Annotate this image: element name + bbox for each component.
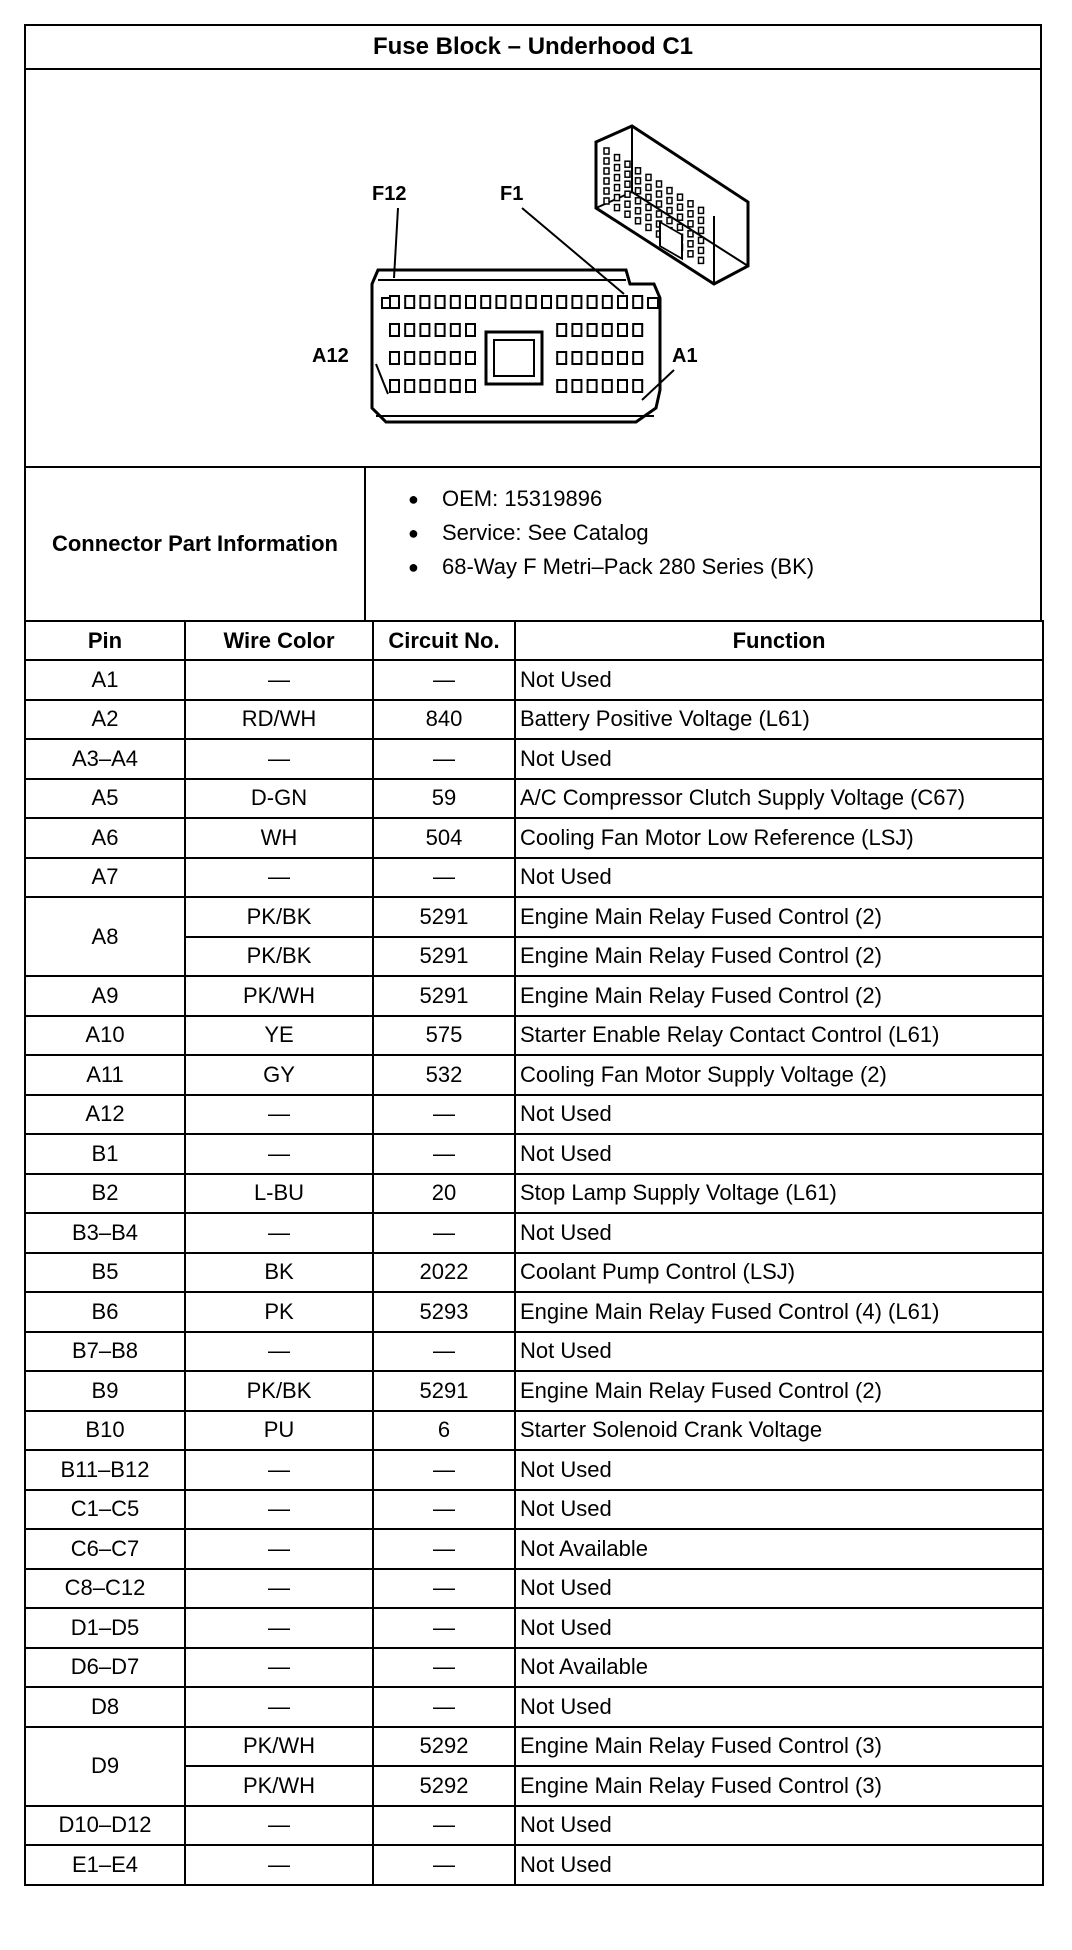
table-row <box>25 1490 1043 1530</box>
info-item <box>408 550 1040 584</box>
cell-wire-color: GY <box>185 1055 373 1095</box>
pin-cavity <box>466 380 475 392</box>
pin-cavity <box>572 296 581 308</box>
iso-pin-cavity <box>625 201 630 207</box>
iso-pin-cavity <box>699 247 704 253</box>
iso-pin-cavity <box>615 205 620 211</box>
cell-circuit-no: — <box>373 1529 515 1569</box>
cell-function: Cooling Fan Motor Supply Voltage (2) <box>515 1055 1043 1095</box>
iso-pin-cavity <box>699 237 704 243</box>
pin-cavity <box>436 296 445 308</box>
pin-cavity <box>588 296 597 308</box>
cell-wire-color: — <box>185 1095 373 1135</box>
pin-cavity <box>436 380 445 392</box>
cell-pin: B2 <box>25 1174 185 1214</box>
info-item <box>408 516 1040 550</box>
connector-diagram <box>24 68 1042 466</box>
cell-wire-color: PK/WH <box>185 1766 373 1806</box>
cell-function: Not Used <box>515 1450 1043 1490</box>
pin-cavity <box>557 296 566 308</box>
cell-function: Not Used <box>515 1134 1043 1174</box>
pin-cavity <box>542 296 551 308</box>
cell-circuit-no: 532 <box>373 1055 515 1095</box>
cell-circuit-no: — <box>373 1490 515 1530</box>
info-series: 68-Way F Metri–Pack 280 Series (BK) <box>442 554 815 579</box>
table-row <box>25 1055 1043 1095</box>
cell-function: Not Used <box>515 1490 1043 1530</box>
cell-function: Engine Main Relay Fused Control (2) <box>515 976 1043 1016</box>
pin-cavity <box>572 380 581 392</box>
connector-illustration <box>26 70 1040 466</box>
cell-pin: A1 <box>25 660 185 700</box>
cell-pin: A12 <box>25 1095 185 1135</box>
connector-info <box>24 466 1042 620</box>
label-a1: A1 <box>672 345 698 367</box>
cell-wire-color: PU <box>185 1411 373 1451</box>
cell-circuit-no: 59 <box>373 779 515 819</box>
cell-wire-color: — <box>185 660 373 700</box>
pin-cavity <box>572 352 581 364</box>
table-row <box>25 1016 1043 1056</box>
label-a12: A12 <box>312 345 349 367</box>
iso-pin-cavity <box>625 181 630 187</box>
iso-pin-cavity <box>625 191 630 197</box>
table-row <box>25 739 1043 779</box>
iso-pin-cavity <box>625 171 630 177</box>
cell-function: Stop Lamp Supply Voltage (L61) <box>515 1174 1043 1214</box>
iso-pin-cavity <box>688 251 693 257</box>
cell-wire-color: PK/WH <box>185 1727 373 1767</box>
iso-pin-cavity <box>615 175 620 181</box>
cell-function: Not Used <box>515 1213 1043 1253</box>
cell-function: Engine Main Relay Fused Control (2) <box>515 1371 1043 1411</box>
pin-cavity <box>405 296 414 308</box>
iso-pin-cavity <box>699 227 704 233</box>
iso-pin-cavity <box>604 158 609 164</box>
pin-cavity <box>451 324 460 336</box>
iso-pin-cavity <box>646 184 651 190</box>
iso-pin-cavity <box>646 214 651 220</box>
cell-circuit-no: 5291 <box>373 976 515 1016</box>
cell-wire-color: PK/BK <box>185 1371 373 1411</box>
header-pin: Pin <box>25 621 185 660</box>
cell-function: Not Used <box>515 1687 1043 1727</box>
iso-pin-cavity <box>625 211 630 217</box>
pin-cavity <box>496 296 505 308</box>
cell-function: Engine Main Relay Fused Control (2) <box>515 937 1043 977</box>
cell-circuit-no: 5291 <box>373 1371 515 1411</box>
cell-circuit-no: — <box>373 1648 515 1688</box>
pin-cavity <box>633 352 642 364</box>
pin-cavity <box>481 296 490 308</box>
pin-cavity <box>466 296 475 308</box>
cell-wire-color: — <box>185 1134 373 1174</box>
cell-circuit-no: — <box>373 1095 515 1135</box>
pin-cavity <box>557 380 566 392</box>
iso-pin-cavity <box>604 188 609 194</box>
cell-pin: B9 <box>25 1371 185 1411</box>
cell-pin: B3–B4 <box>25 1213 185 1253</box>
cell-function: Not Used <box>515 1608 1043 1648</box>
pin-cavity <box>527 296 536 308</box>
iso-pin-cavity <box>636 168 641 174</box>
cell-wire-color: — <box>185 858 373 898</box>
cell-pin: B11–B12 <box>25 1450 185 1490</box>
bullet-icon: ● <box>408 488 419 509</box>
cell-function: Engine Main Relay Fused Control (2) <box>515 897 1043 937</box>
iso-pin-cavity <box>615 155 620 161</box>
info-service: Service: See Catalog <box>442 520 649 545</box>
cell-pin: A7 <box>25 858 185 898</box>
pin-cavity <box>390 296 399 308</box>
cell-pin: C1–C5 <box>25 1490 185 1530</box>
cell-function: Not Available <box>515 1529 1043 1569</box>
table-row <box>25 1174 1043 1214</box>
iso-pin-cavity <box>636 188 641 194</box>
cell-function: Not Used <box>515 1095 1043 1135</box>
iso-pin-cavity <box>625 161 630 167</box>
cell-function: Battery Positive Voltage (L61) <box>515 700 1043 740</box>
cell-wire-color: L-BU <box>185 1174 373 1214</box>
connector-document <box>24 24 1042 1886</box>
cell-wire-color: — <box>185 1450 373 1490</box>
cell-wire-color: — <box>185 1648 373 1688</box>
cell-function: Not Used <box>515 739 1043 779</box>
pin-cavity <box>618 352 627 364</box>
cell-circuit-no: 20 <box>373 1174 515 1214</box>
table-row <box>25 779 1043 819</box>
pin-cavity <box>420 324 429 336</box>
iso-pin-cavity <box>604 198 609 204</box>
table-row <box>25 1253 1043 1293</box>
pin-cavity <box>618 324 627 336</box>
pin-cavity <box>466 324 475 336</box>
cell-wire-color: PK <box>185 1292 373 1332</box>
cell-wire-color: — <box>185 739 373 779</box>
cell-pin: D8 <box>25 1687 185 1727</box>
cell-pin: D9 <box>25 1727 185 1806</box>
table-row <box>25 1806 1043 1846</box>
connector-info-label: Connector Part Information <box>26 468 366 620</box>
iso-pin-cavity <box>615 195 620 201</box>
cell-wire-color: BK <box>185 1253 373 1293</box>
pin-cavity <box>390 352 399 364</box>
table-row <box>25 1687 1043 1727</box>
pin-cavity <box>405 324 414 336</box>
cell-function: Not Used <box>515 1332 1043 1372</box>
pin-cavity <box>603 380 612 392</box>
cell-wire-color: — <box>185 1608 373 1648</box>
pin-cavity <box>618 380 627 392</box>
pin-cavity <box>420 380 429 392</box>
cell-circuit-no: — <box>373 858 515 898</box>
pin-cavity <box>451 296 460 308</box>
cell-function: Engine Main Relay Fused Control (3) <box>515 1766 1043 1806</box>
pin-cavity <box>420 352 429 364</box>
table-row <box>25 1450 1043 1490</box>
cell-function: Not Used <box>515 660 1043 700</box>
cell-circuit-no: — <box>373 660 515 700</box>
cell-pin: D10–D12 <box>25 1806 185 1846</box>
iso-pin-cavity <box>678 224 683 230</box>
cell-function: Engine Main Relay Fused Control (3) <box>515 1727 1043 1767</box>
cell-circuit-no: 5291 <box>373 937 515 977</box>
cell-function: Not Used <box>515 1845 1043 1885</box>
pin-cavity <box>618 296 627 308</box>
iso-pin-cavity <box>646 204 651 210</box>
table-row <box>25 1411 1043 1451</box>
pin-cavity <box>603 324 612 336</box>
header-circuit-no: Circuit No. <box>373 621 515 660</box>
pin-cavity <box>405 380 414 392</box>
cell-circuit-no: 6 <box>373 1411 515 1451</box>
connector-3d-view <box>596 126 748 284</box>
cell-function: Cooling Fan Motor Low Reference (LSJ) <box>515 818 1043 858</box>
iso-pin-cavity <box>688 201 693 207</box>
iso-pin-cavity <box>667 188 672 194</box>
cell-circuit-no: — <box>373 739 515 779</box>
pin-cavity <box>588 380 597 392</box>
table-row <box>25 1569 1043 1609</box>
cell-pin: B5 <box>25 1253 185 1293</box>
cell-wire-color: — <box>185 1332 373 1372</box>
cell-wire-color: PK/BK <box>185 897 373 937</box>
pin-cavity <box>588 352 597 364</box>
label-f12: F12 <box>372 183 407 205</box>
bullet-icon: ● <box>408 522 419 543</box>
pin-cavity <box>390 324 399 336</box>
iso-pin-cavity <box>636 218 641 224</box>
cell-function: Not Used <box>515 1806 1043 1846</box>
pin-cavity <box>451 380 460 392</box>
cell-circuit-no: 5292 <box>373 1727 515 1767</box>
iso-pin-cavity <box>636 208 641 214</box>
cell-function: Starter Enable Relay Contact Control (L61) <box>515 1016 1043 1056</box>
iso-pin-cavity <box>657 191 662 197</box>
cell-circuit-no: 840 <box>373 700 515 740</box>
iso-pin-cavity <box>688 211 693 217</box>
cell-circuit-no: — <box>373 1806 515 1846</box>
pin-cavity <box>572 324 581 336</box>
cell-circuit-no: — <box>373 1213 515 1253</box>
cell-pin: C6–C7 <box>25 1529 185 1569</box>
cell-function: Not Available <box>515 1648 1043 1688</box>
header-function: Function <box>515 621 1043 660</box>
iso-pin-cavity <box>699 217 704 223</box>
document-title: Fuse Block – Underhood C1 <box>24 24 1042 68</box>
iso-pin-cavity <box>678 204 683 210</box>
iso-pin-cavity <box>615 165 620 171</box>
cell-circuit-no: 504 <box>373 818 515 858</box>
header-wire-color: Wire Color <box>185 621 373 660</box>
iso-pin-cavity <box>699 257 704 263</box>
table-row <box>25 1608 1043 1648</box>
table-header-row <box>25 621 1043 660</box>
iso-pin-cavity <box>667 198 672 204</box>
cell-wire-color: RD/WH <box>185 700 373 740</box>
cell-circuit-no: — <box>373 1569 515 1609</box>
pin-cavity <box>557 324 566 336</box>
iso-pin-cavity <box>688 241 693 247</box>
leader-line-f12 <box>394 208 398 278</box>
pin-cavity <box>451 352 460 364</box>
pin-cavity <box>436 324 445 336</box>
cell-pin: A10 <box>25 1016 185 1056</box>
cell-function: Starter Solenoid Crank Voltage <box>515 1411 1043 1451</box>
cell-wire-color: — <box>185 1490 373 1530</box>
cell-pin: B6 <box>25 1292 185 1332</box>
cell-wire-color: — <box>185 1845 373 1885</box>
pin-cavity <box>390 380 399 392</box>
cell-circuit-no: — <box>373 1450 515 1490</box>
cell-pin: A9 <box>25 976 185 1016</box>
pinout-table <box>24 620 1044 1886</box>
cell-circuit-no: — <box>373 1332 515 1372</box>
iso-pin-cavity <box>657 201 662 207</box>
pin-cavity <box>420 296 429 308</box>
info-item <box>408 482 1040 516</box>
pin-cavity <box>603 296 612 308</box>
cell-function: Coolant Pump Control (LSJ) <box>515 1253 1043 1293</box>
iso-pin-cavity <box>615 185 620 191</box>
table-row <box>25 818 1043 858</box>
cell-pin: A5 <box>25 779 185 819</box>
iso-pin-cavity <box>678 214 683 220</box>
iso-pin-cavity <box>604 148 609 154</box>
cell-circuit-no: — <box>373 1687 515 1727</box>
iso-pin-cavity <box>646 174 651 180</box>
iso-pin-cavity <box>604 168 609 174</box>
pin-cavity <box>633 324 642 336</box>
pin-cavity <box>436 352 445 364</box>
cell-wire-color: — <box>185 1806 373 1846</box>
table-row <box>25 1134 1043 1174</box>
cell-pin: D6–D7 <box>25 1648 185 1688</box>
cell-wire-color: PK/BK <box>185 937 373 977</box>
table-row <box>25 1529 1043 1569</box>
cell-wire-color: — <box>185 1569 373 1609</box>
connector-face <box>372 270 660 422</box>
cell-circuit-no: — <box>373 1134 515 1174</box>
cell-circuit-no: 2022 <box>373 1253 515 1293</box>
iso-pin-cavity <box>688 231 693 237</box>
pin-cavity <box>603 352 612 364</box>
cell-pin: C8–C12 <box>25 1569 185 1609</box>
table-row <box>25 1845 1043 1885</box>
pin-cavity <box>633 380 642 392</box>
cell-pin: A3–A4 <box>25 739 185 779</box>
table-row <box>25 1095 1043 1135</box>
table-row <box>25 1371 1043 1411</box>
iso-pin-cavity <box>636 198 641 204</box>
cell-wire-color: WH <box>185 818 373 858</box>
table-row <box>25 1332 1043 1372</box>
table-row <box>25 1648 1043 1688</box>
cell-circuit-no: 575 <box>373 1016 515 1056</box>
connector-info-list <box>366 468 1040 620</box>
bullet-icon: ● <box>408 556 419 577</box>
pin-cavity <box>405 352 414 364</box>
pin-cavity <box>512 296 521 308</box>
cell-circuit-no: — <box>373 1845 515 1885</box>
iso-pin-cavity <box>646 194 651 200</box>
iso-pin-cavity <box>657 181 662 187</box>
cell-circuit-no: 5292 <box>373 1766 515 1806</box>
iso-pin-cavity <box>657 211 662 217</box>
cell-pin: A2 <box>25 700 185 740</box>
cell-wire-color: — <box>185 1687 373 1727</box>
table-row <box>25 1727 1043 1767</box>
table-row <box>25 1213 1043 1253</box>
cell-wire-color: — <box>185 1213 373 1253</box>
pin-cavity <box>557 352 566 364</box>
cell-pin: A8 <box>25 897 185 976</box>
table-row <box>25 1292 1043 1332</box>
cell-wire-color: YE <box>185 1016 373 1056</box>
iso-pin-cavity <box>636 178 641 184</box>
cell-function: Not Used <box>515 858 1043 898</box>
cell-pin: A6 <box>25 818 185 858</box>
cell-circuit-no: 5293 <box>373 1292 515 1332</box>
cell-wire-color: PK/WH <box>185 976 373 1016</box>
pin-cavity <box>466 352 475 364</box>
iso-pin-cavity <box>678 194 683 200</box>
cell-wire-color: — <box>185 1529 373 1569</box>
cell-pin: B10 <box>25 1411 185 1451</box>
iso-pin-cavity <box>646 224 651 230</box>
cell-function: Engine Main Relay Fused Control (4) (L61) <box>515 1292 1043 1332</box>
cell-function: A/C Compressor Clutch Supply Voltage (C67) <box>515 779 1043 819</box>
iso-pin-cavity <box>667 218 672 224</box>
info-oem: OEM: 15319896 <box>442 486 603 511</box>
cell-pin: D1–D5 <box>25 1608 185 1648</box>
table-row <box>25 897 1043 937</box>
cell-pin: E1–E4 <box>25 1845 185 1885</box>
table-row <box>25 858 1043 898</box>
iso-pin-cavity <box>688 221 693 227</box>
pin-cavity <box>588 324 597 336</box>
table-row <box>25 660 1043 700</box>
table-row <box>25 700 1043 740</box>
pin-cavity <box>633 296 642 308</box>
cell-pin: A11 <box>25 1055 185 1095</box>
label-f1: F1 <box>500 183 524 205</box>
cell-function: Not Used <box>515 1569 1043 1609</box>
iso-pin-cavity <box>699 207 704 213</box>
table-row <box>25 976 1043 1016</box>
iso-pin-cavity <box>667 208 672 214</box>
cell-pin: B1 <box>25 1134 185 1174</box>
cell-circuit-no: — <box>373 1608 515 1648</box>
iso-pin-cavity <box>604 178 609 184</box>
cell-circuit-no: 5291 <box>373 897 515 937</box>
cell-pin: B7–B8 <box>25 1332 185 1372</box>
cell-wire-color: D-GN <box>185 779 373 819</box>
